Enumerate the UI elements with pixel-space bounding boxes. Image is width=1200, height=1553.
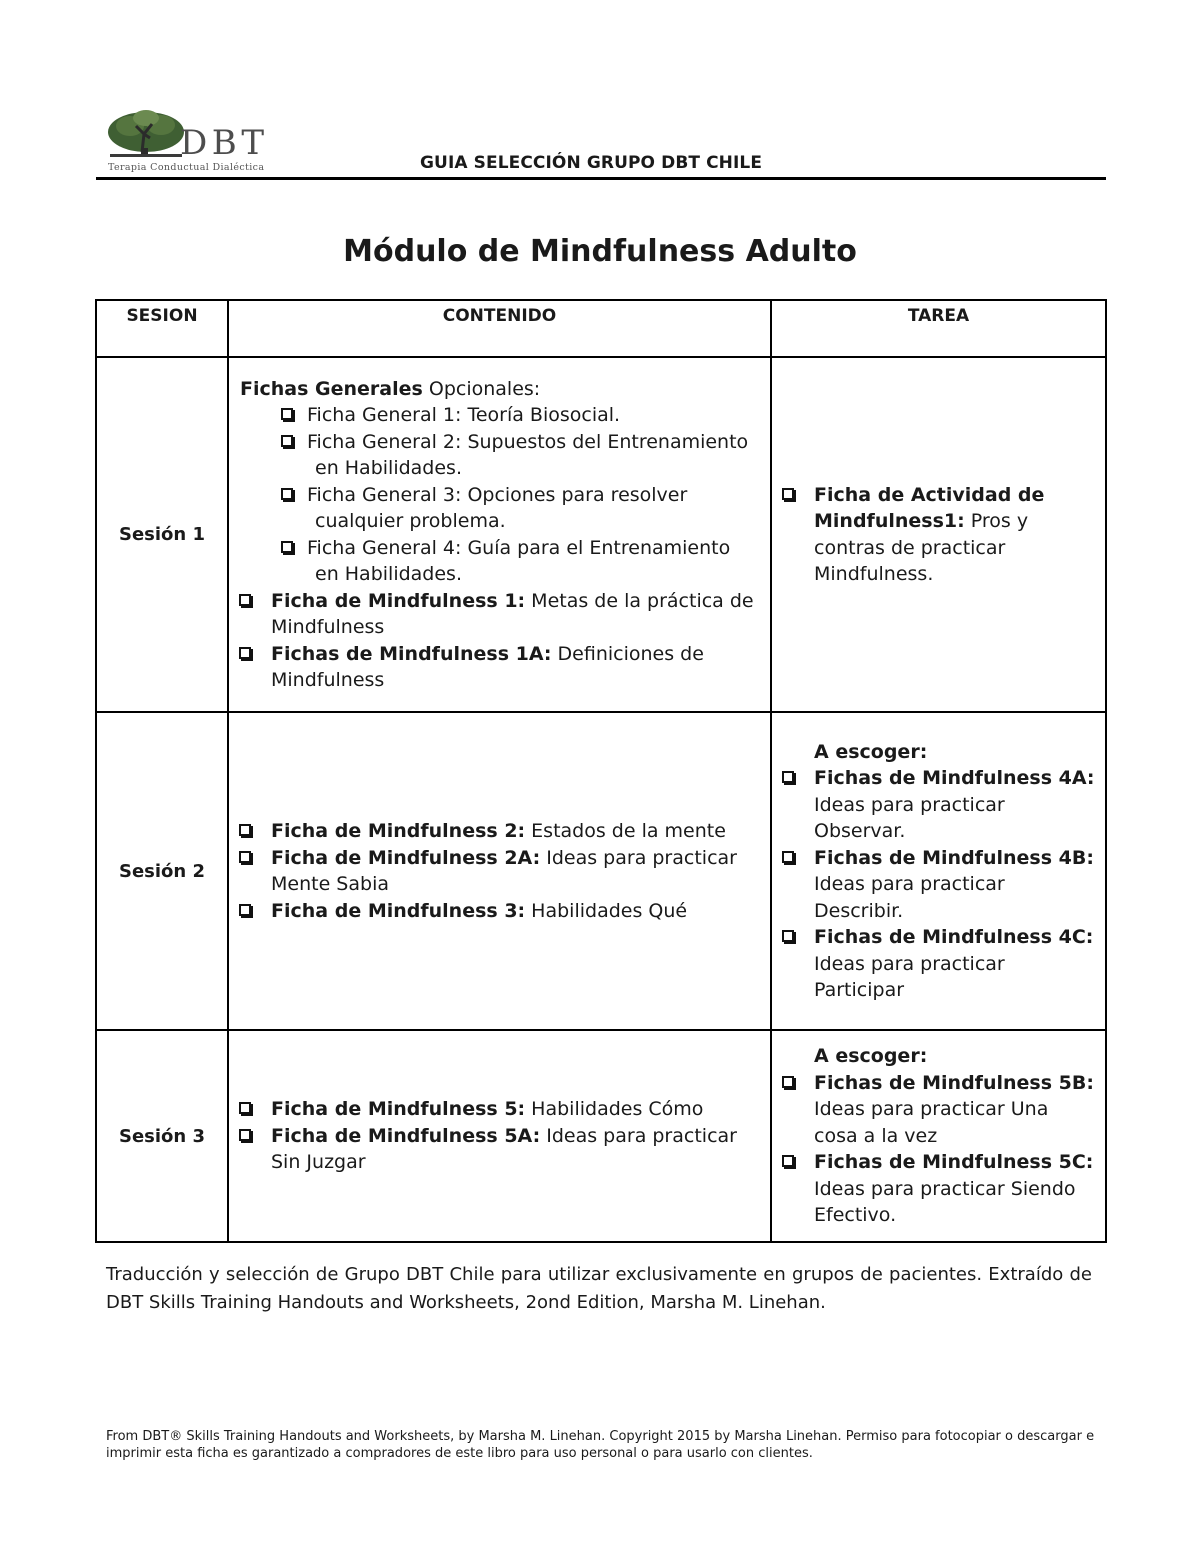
task-list [778,1070,1095,1229]
table-header-row [96,300,1106,357]
session-label: Sesión 1 [96,357,228,712]
checkbox-icon [782,1076,794,1088]
session-label: Sesión 2 [96,712,228,1030]
list-item [778,924,1095,1004]
checkbox-icon [239,904,251,916]
list-item [235,482,758,535]
checkbox-icon [239,824,251,836]
list-item [235,429,758,482]
item-text: Pros y contras de practicar Mindfulness. [814,510,1029,585]
header-title: GUIA SELECCIÓN GRUPO DBT CHILE [420,153,763,173]
item-text: Habilidades Qué [525,899,688,922]
checkbox-icon [239,647,251,659]
translation-note: Traducción y selección de Grupo DBT Chile para utilizar exclusivamente en grupos de pacientes. Extraído de DBT Skills Training Handouts and Worksheets, 2ond Edition, Marsha M. Linehan. [106,1264,1092,1313]
content-cell [228,357,771,712]
list-item [778,1070,1095,1150]
table-row [96,712,1106,1030]
item-label: Fichas de Mindfulness 4B: [814,846,1094,869]
item-text: Metas de la práctica de Mindfulness [271,589,754,638]
dbt-logo [106,104,266,176]
list-item [235,535,758,588]
item-label: Fichas de Mindfulness 4A: [814,767,1095,789]
list-item [235,845,758,898]
item-label: Ficha de Mindfulness 5A: [271,1124,541,1147]
logo-wordmark: DBT [180,123,264,163]
checkbox-icon [782,930,794,942]
list-item [235,898,758,925]
general-handouts-label: Fichas Generales [240,377,423,400]
session-table [95,299,1107,1243]
content-list [235,588,758,694]
item-text: Ficha General 2: Supuestos del Entrenamiento en Habilidades. [307,430,749,479]
general-handouts-text: Opcionales: [422,377,541,400]
logo-subtitle: Terapia Conductual Dialéctica [108,162,264,173]
item-label: Fichas de Mindfulness 5B: [814,1071,1094,1094]
list-item [778,845,1095,925]
checkbox-icon [281,541,293,553]
column-header-content: CONTENIDO [228,300,771,357]
item-text: Ideas para practicar Una cosa a la vez [814,1098,1049,1147]
task-cell [771,1030,1106,1242]
table-row [96,357,1106,712]
content-cell [228,1030,771,1242]
page-title: Módulo de Mindfulness Adulto [343,234,857,269]
checkbox-icon [281,488,293,500]
list-item [235,641,758,694]
item-text: Estados de la mente [525,820,726,842]
item-text: Ideas para practicar Sin Juzgar [271,1124,737,1174]
checkbox-icon [281,435,293,447]
checkbox-icon [782,851,794,863]
checkbox-icon [239,851,251,863]
table-row [96,1030,1106,1242]
item-label: Ficha de Mindfulness 3: [271,899,526,922]
item-label: Ficha de Mindfulness 1: [271,589,526,612]
checkbox-icon [782,488,794,500]
item-text: Definiciones de Mindfulness [271,642,704,691]
list-item [235,1096,758,1123]
column-header-session: SESION [96,300,228,357]
column-header-task: TAREA [771,300,1106,357]
checkbox-icon [239,594,251,606]
list-item [778,1149,1095,1229]
item-text: Habilidades Cómo [525,1098,704,1121]
task-list [778,482,1095,588]
choose-heading: A escoger: [814,740,928,763]
item-text: Ideas para practicar Describir. [814,873,1005,922]
item-text: Ideas para practicar Mente Sabia [271,846,737,895]
item-text: Ficha General 4: Guía para el Entrenamiento en Habilidades. [307,536,731,585]
list-item [778,765,1095,845]
header-divider [96,177,1106,180]
task-cell [771,712,1106,1030]
item-label: Fichas de Mindfulness 1A: [271,642,552,665]
session-label: Sesión 3 [96,1030,228,1242]
item-text: Ficha General 3: Opciones para resolver cualquier problema. [307,483,688,532]
list-item [235,588,758,641]
list-item [235,818,758,845]
checkbox-icon [239,1129,251,1141]
item-text: Ideas para practicar Observar. [814,793,1005,842]
copyright-notice: From DBT® Skills Training Handouts and Worksheets, by Marsha M. Linehan. Copyright 2015 by Marsha Linehan. Permiso para fotocopiar o descargar e imprimir esta ficha es garantizado a compradores de este libro para uso personal o para usarlo con clientes. [106,1429,1095,1461]
item-text: Ideas para practicar Siendo Efectivo. [814,1177,1076,1227]
task-list [778,765,1095,1004]
task-cell [771,357,1106,712]
item-label: Fichas de Mindfulness 5C: [814,1151,1094,1174]
content-list [235,818,758,924]
item-text: Ficha General 1: Teoría Biosocial. [307,404,621,426]
list-item [235,402,758,429]
general-handouts-heading [235,376,758,403]
list-item [235,1123,758,1176]
list-item [778,482,1095,588]
item-label: Fichas de Mindfulness 4C: [814,926,1094,948]
checkbox-icon [782,771,794,783]
content-list [235,1096,758,1176]
content-cell [228,712,771,1030]
item-label: Ficha de Actividad de Mindfulness1: [814,483,1045,532]
item-label: Ficha de Mindfulness 2A: [271,846,541,869]
item-label: Ficha de Mindfulness 2: [271,820,526,842]
choose-heading: A escoger: [814,1045,928,1068]
item-text: Ideas para practicar Participar [814,952,1005,1001]
checkbox-icon [782,1155,794,1167]
item-label: Ficha de Mindfulness 5: [271,1098,526,1121]
checkbox-icon [281,408,293,420]
general-handouts-list [235,402,758,588]
checkbox-icon [239,1102,251,1114]
